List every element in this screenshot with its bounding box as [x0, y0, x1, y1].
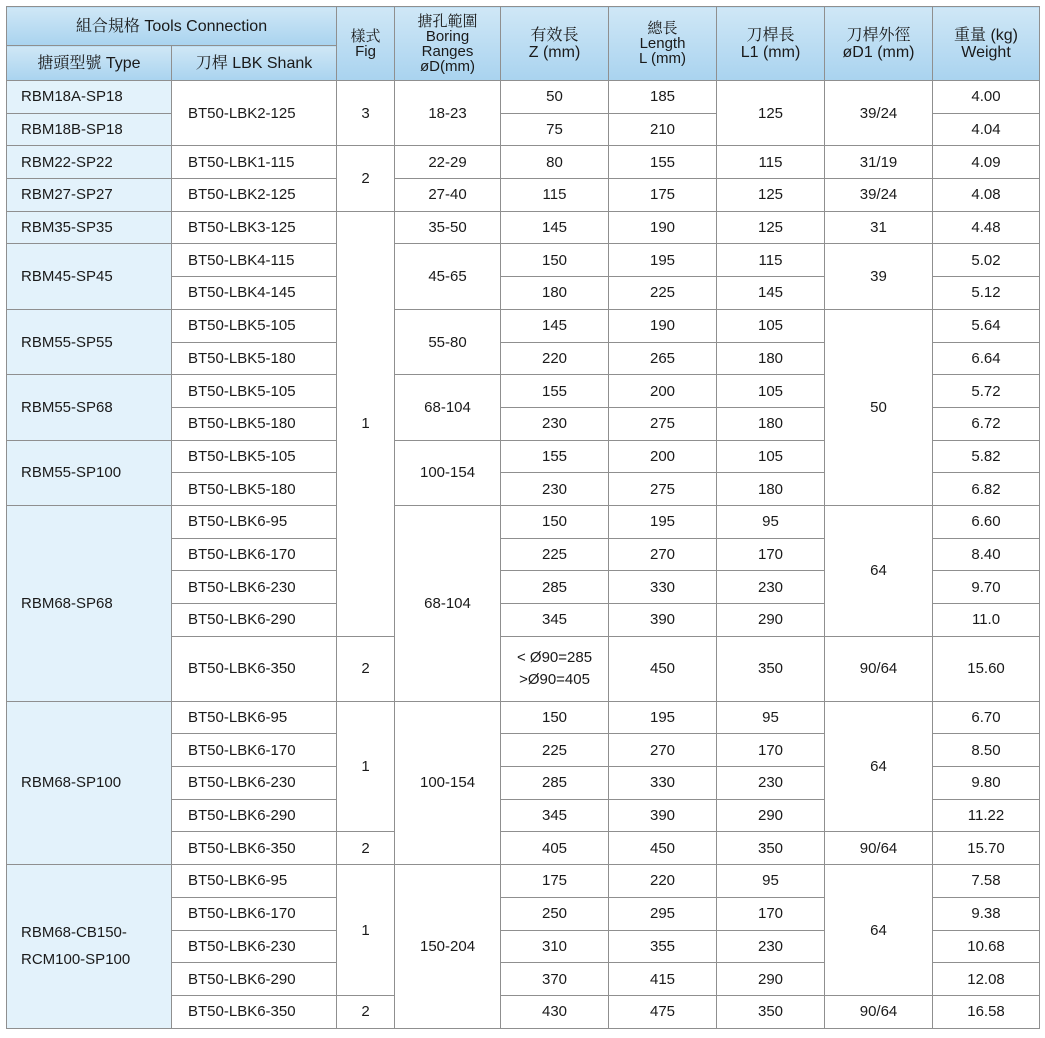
weight-cell: 16.58	[933, 995, 1040, 1028]
d1-cell: 64	[825, 865, 933, 996]
shank-cell: BT50-LBK2-125	[172, 81, 337, 146]
length-cell: 270	[609, 734, 717, 767]
length-cell: 450	[609, 832, 717, 865]
table-row	[7, 146, 1040, 179]
header-d1-en: øD1 (mm)	[842, 43, 915, 61]
length-cell: 270	[609, 538, 717, 571]
length-cell: 155	[609, 146, 717, 179]
shank-cell: BT50-LBK4-145	[172, 277, 337, 310]
weight-cell: 12.08	[933, 963, 1040, 996]
weight-cell: 8.50	[933, 734, 1040, 767]
shank-cell: BT50-LBK4-115	[172, 244, 337, 277]
z-cell: 225	[501, 538, 609, 571]
l1-cell: 290	[717, 799, 825, 832]
weight-cell: 11.0	[933, 604, 1040, 637]
length-cell: 475	[609, 995, 717, 1028]
z-cell: 115	[501, 179, 609, 212]
type-cell: RBM22-SP22	[7, 146, 172, 179]
z-cell: 285	[501, 571, 609, 604]
weight-cell: 11.22	[933, 799, 1040, 832]
header-fig-cn: 樣式	[350, 27, 381, 45]
table-row	[7, 309, 1040, 342]
shank-cell: BT50-LBK6-290	[172, 799, 337, 832]
fig-cell: 1	[337, 211, 395, 636]
l1-cell: 170	[717, 538, 825, 571]
shank-cell: BT50-LBK6-230	[172, 930, 337, 963]
z-cell: 310	[501, 930, 609, 963]
weight-cell: 5.64	[933, 309, 1040, 342]
z-cell: 230	[501, 407, 609, 440]
length-cell: 185	[609, 81, 717, 114]
weight-cell: 4.04	[933, 113, 1040, 146]
range-cell: 22-29	[395, 146, 501, 179]
header-z-en: Z (mm)	[528, 43, 581, 61]
range-cell: 150-204	[395, 865, 501, 1028]
weight-cell: 9.80	[933, 767, 1040, 800]
l1-cell: 105	[717, 375, 825, 408]
z-cell: 345	[501, 604, 609, 637]
weight-cell: 4.09	[933, 146, 1040, 179]
shank-cell: BT50-LBK6-95	[172, 865, 337, 898]
weight-cell: 5.72	[933, 375, 1040, 408]
weight-cell: 8.40	[933, 538, 1040, 571]
z-cell: 225	[501, 734, 609, 767]
shank-cell: BT50-LBK5-180	[172, 473, 337, 506]
weight-cell: 6.72	[933, 407, 1040, 440]
fig-cell: 3	[337, 81, 395, 146]
l1-cell: 125	[717, 81, 825, 146]
weight-cell: 5.12	[933, 277, 1040, 310]
length-cell: 295	[609, 897, 717, 930]
weight-cell: 5.02	[933, 244, 1040, 277]
shank-cell: BT50-LBK6-350	[172, 995, 337, 1028]
z-cell: 145	[501, 211, 609, 244]
shank-cell: BT50-LBK6-95	[172, 701, 337, 734]
l1-cell: 115	[717, 146, 825, 179]
z-cell: 230	[501, 473, 609, 506]
table-row	[7, 81, 1040, 114]
length-cell: 275	[609, 407, 717, 440]
length-cell: 200	[609, 440, 717, 473]
l1-cell: 350	[717, 636, 825, 701]
z-cell: 180	[501, 277, 609, 310]
d1-cell: 64	[825, 505, 933, 636]
length-cell: 390	[609, 799, 717, 832]
length-cell: 390	[609, 604, 717, 637]
length-cell: 450	[609, 636, 717, 701]
range-cell: 27-40	[395, 179, 501, 212]
z-cell: 405	[501, 832, 609, 865]
weight-cell: 10.68	[933, 930, 1040, 963]
l1-cell: 105	[717, 309, 825, 342]
shank-cell: BT50-LBK6-230	[172, 571, 337, 604]
d1-cell: 31	[825, 211, 933, 244]
d1-cell: 39/24	[825, 81, 933, 146]
type-cell-line1: RBM68-CB150-	[21, 924, 127, 942]
type-cell-line2: RCM100-SP100	[21, 951, 131, 969]
type-cell: RBM35-SP35	[7, 211, 172, 244]
d1-cell: 50	[825, 309, 933, 505]
header-type: 搪頭型號 Type	[7, 46, 172, 81]
fig-cell: 1	[337, 865, 395, 996]
shank-cell: BT50-LBK5-180	[172, 407, 337, 440]
length-cell: 190	[609, 211, 717, 244]
table-row	[7, 701, 1040, 734]
length-cell: 330	[609, 571, 717, 604]
shank-cell: BT50-LBK2-125	[172, 179, 337, 212]
type-cell: RBM68-SP100	[7, 701, 172, 864]
l1-cell: 170	[717, 734, 825, 767]
shank-cell: BT50-LBK6-170	[172, 538, 337, 571]
type-cell: RBM55-SP55	[7, 309, 172, 374]
header-l1	[717, 7, 825, 81]
d1-cell: 90/64	[825, 995, 933, 1028]
header-boring-ranges	[395, 7, 501, 81]
range-cell: 55-80	[395, 309, 501, 374]
d1-cell: 39/24	[825, 179, 933, 212]
spec-table-container	[6, 6, 1039, 1029]
range-cell: 18-23	[395, 81, 501, 146]
z-cell: 50	[501, 81, 609, 114]
l1-cell: 290	[717, 963, 825, 996]
shank-cell: BT50-LBK6-230	[172, 767, 337, 800]
d1-cell: 90/64	[825, 636, 933, 701]
header-boring-en1: Boring	[425, 27, 470, 45]
length-cell: 265	[609, 342, 717, 375]
l1-cell: 95	[717, 701, 825, 734]
l1-cell: 350	[717, 832, 825, 865]
length-cell: 190	[609, 309, 717, 342]
header-length-cn: 總長	[647, 20, 678, 37]
weight-cell: 4.08	[933, 179, 1040, 212]
weight-cell: 6.60	[933, 505, 1040, 538]
length-cell: 210	[609, 113, 717, 146]
l1-cell: 230	[717, 930, 825, 963]
weight-cell: 4.00	[933, 81, 1040, 114]
shank-cell: BT50-LBK6-350	[172, 636, 337, 701]
type-cell: RBM45-SP45	[7, 244, 172, 309]
header-fig	[337, 7, 395, 81]
header-boring-en2: Ranges	[421, 42, 474, 60]
header-weight-en: Weight	[961, 43, 1011, 61]
weight-cell: 9.38	[933, 897, 1040, 930]
z-cell: 150	[501, 701, 609, 734]
l1-cell: 180	[717, 342, 825, 375]
weight-cell: 6.64	[933, 342, 1040, 375]
range-cell: 68-104	[395, 505, 501, 701]
shank-cell: BT50-LBK6-290	[172, 963, 337, 996]
table-row	[7, 211, 1040, 244]
shank-cell: BT50-LBK5-105	[172, 440, 337, 473]
fig-cell: 2	[337, 636, 395, 701]
type-cell: RBM18A-SP18	[7, 81, 172, 114]
shank-cell: BT50-LBK3-125	[172, 211, 337, 244]
z-cell: 370	[501, 963, 609, 996]
d1-cell: 90/64	[825, 832, 933, 865]
l1-cell: 95	[717, 865, 825, 898]
length-cell: 330	[609, 767, 717, 800]
header-l1-cn: 刀桿長	[746, 26, 795, 44]
length-cell: 195	[609, 701, 717, 734]
l1-cell: 180	[717, 473, 825, 506]
l1-cell: 95	[717, 505, 825, 538]
header-weight-cn: 重量 (kg)	[954, 26, 1019, 44]
z-cell: 285	[501, 767, 609, 800]
header-shank: 刀桿 LBK Shank	[172, 46, 337, 81]
z-cell	[501, 636, 609, 701]
z-cell: 220	[501, 342, 609, 375]
length-cell: 195	[609, 505, 717, 538]
weight-cell: 5.82	[933, 440, 1040, 473]
shank-cell: BT50-LBK6-350	[172, 832, 337, 865]
z-cell: 155	[501, 375, 609, 408]
range-cell: 68-104	[395, 375, 501, 440]
tools-spec-table	[6, 6, 1040, 1029]
z-cell: 150	[501, 244, 609, 277]
table-header	[7, 7, 1040, 81]
header-z	[501, 7, 609, 81]
header-length-en2: L (mm)	[639, 50, 686, 67]
header-z-cn: 有效長	[530, 26, 579, 44]
shank-cell: BT50-LBK6-170	[172, 897, 337, 930]
header-l1-en: L1 (mm)	[740, 43, 801, 61]
fig-cell: 2	[337, 995, 395, 1028]
shank-cell: BT50-LBK6-170	[172, 734, 337, 767]
l1-cell: 125	[717, 179, 825, 212]
shank-cell: BT50-LBK5-105	[172, 375, 337, 408]
weight-cell: 6.82	[933, 473, 1040, 506]
l1-cell: 125	[717, 211, 825, 244]
type-cell	[7, 865, 172, 1028]
z-cell: 145	[501, 309, 609, 342]
weight-cell: 9.70	[933, 571, 1040, 604]
header-fig-en: Fig	[355, 42, 376, 60]
l1-cell: 170	[717, 897, 825, 930]
shank-cell: BT50-LBK5-105	[172, 309, 337, 342]
header-length	[609, 7, 717, 81]
length-cell: 175	[609, 179, 717, 212]
z-cell-line2: >Ø90=405	[519, 670, 590, 688]
d1-cell: 31/19	[825, 146, 933, 179]
range-cell: 35-50	[395, 211, 501, 244]
range-cell: 45-65	[395, 244, 501, 309]
weight-cell: 4.48	[933, 211, 1040, 244]
z-cell: 75	[501, 113, 609, 146]
shank-cell: BT50-LBK1-115	[172, 146, 337, 179]
type-cell: RBM27-SP27	[7, 179, 172, 212]
table-body	[7, 81, 1040, 1029]
l1-cell: 230	[717, 767, 825, 800]
z-cell: 430	[501, 995, 609, 1028]
l1-cell: 180	[717, 407, 825, 440]
length-cell: 225	[609, 277, 717, 310]
table-row	[7, 179, 1040, 212]
weight-cell: 6.70	[933, 701, 1040, 734]
z-cell: 250	[501, 897, 609, 930]
table-row	[7, 244, 1040, 277]
header-boring-en3: øD(mm)	[420, 57, 475, 75]
l1-cell: 230	[717, 571, 825, 604]
weight-cell: 15.60	[933, 636, 1040, 701]
shank-cell: BT50-LBK5-180	[172, 342, 337, 375]
type-cell: RBM55-SP68	[7, 375, 172, 440]
header-d1	[825, 7, 933, 81]
header-boring-cn: 搪孔範圍	[417, 12, 478, 30]
l1-cell: 145	[717, 277, 825, 310]
z-cell: 155	[501, 440, 609, 473]
header-d1-cn: 刀桿外徑	[846, 26, 911, 44]
range-cell: 100-154	[395, 701, 501, 864]
d1-cell: 64	[825, 701, 933, 832]
z-cell: 80	[501, 146, 609, 179]
z-cell: 175	[501, 865, 609, 898]
length-cell: 415	[609, 963, 717, 996]
type-cell: RBM18B-SP18	[7, 113, 172, 146]
type-cell: RBM68-SP68	[7, 505, 172, 701]
length-cell: 220	[609, 865, 717, 898]
weight-cell: 7.58	[933, 865, 1040, 898]
fig-cell: 1	[337, 701, 395, 832]
table-row	[7, 865, 1040, 898]
shank-cell: BT50-LBK6-95	[172, 505, 337, 538]
header-length-en1: Length	[639, 35, 686, 52]
z-cell: 150	[501, 505, 609, 538]
z-cell: 345	[501, 799, 609, 832]
length-cell: 275	[609, 473, 717, 506]
l1-cell: 290	[717, 604, 825, 637]
d1-cell: 39	[825, 244, 933, 309]
range-cell: 100-154	[395, 440, 501, 505]
weight-cell: 15.70	[933, 832, 1040, 865]
length-cell: 200	[609, 375, 717, 408]
table-row	[7, 505, 1040, 538]
fig-cell: 2	[337, 146, 395, 211]
fig-cell: 2	[337, 832, 395, 865]
header-tools-connection: 組合規格 Tools Connection	[7, 7, 337, 46]
length-cell: 195	[609, 244, 717, 277]
header-weight	[933, 7, 1040, 81]
l1-cell: 105	[717, 440, 825, 473]
type-cell: RBM55-SP100	[7, 440, 172, 505]
shank-cell: BT50-LBK6-290	[172, 604, 337, 637]
z-cell-line1: < Ø90=285	[516, 648, 593, 666]
l1-cell: 350	[717, 995, 825, 1028]
length-cell: 355	[609, 930, 717, 963]
l1-cell: 115	[717, 244, 825, 277]
